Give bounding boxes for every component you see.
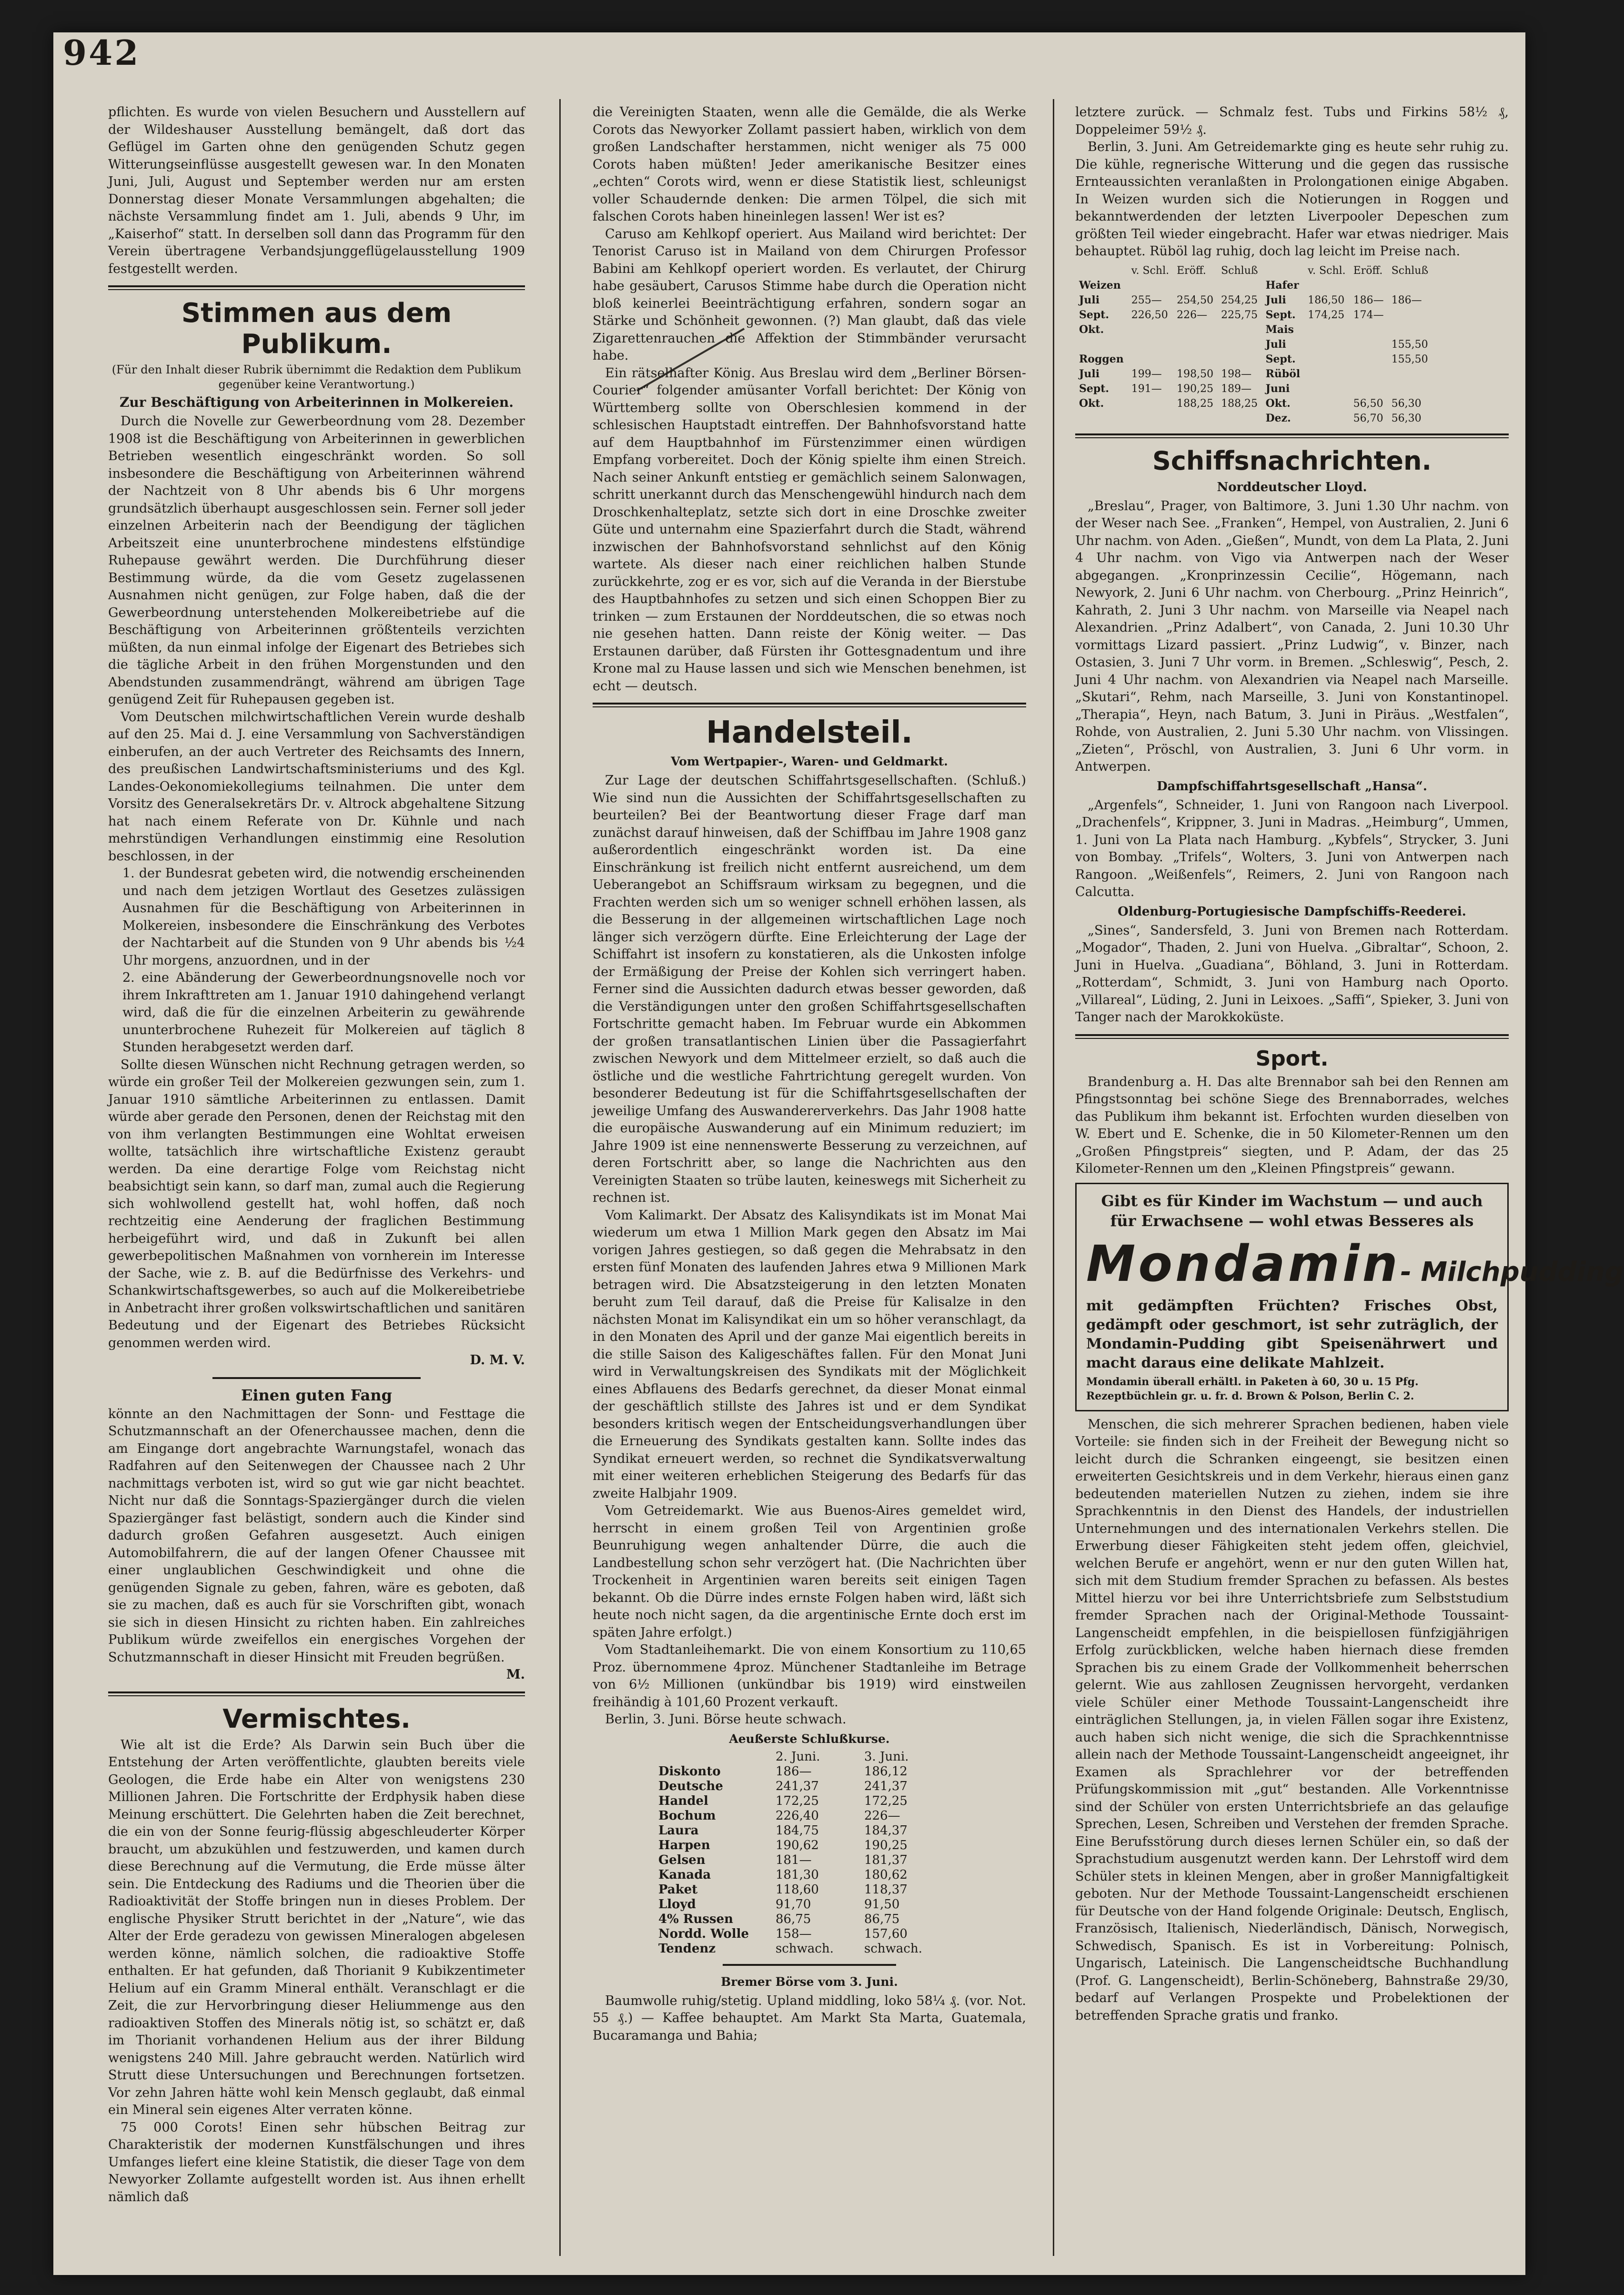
table-cell: 186— xyxy=(776,1764,812,1779)
grain-table xyxy=(1075,263,1432,426)
table-cell: 191— xyxy=(1131,382,1162,395)
table-cell xyxy=(1075,337,1128,352)
paragraph: die Vereinigten Staaten, wenn alle die Gemälde, die als Werke Corots das Newyorker Zollamt passiert haben, wirklich von dem großen Landschafter herstammen, nicht weniger als 75 000 Corots haben müßten! Jeder amerikanische Besitzer eines „echten“ Corots wird, wenn er diese Statistik liest, schleunigst voller Schaudernde denken: Die armen Tölpel, die sich mit falschen Corots haben hineinlegen lassen! Wer ist es? xyxy=(593,105,1026,224)
table-cell: Sept. xyxy=(1079,308,1110,321)
table-cell: 181— xyxy=(776,1852,812,1867)
table-row xyxy=(655,1823,949,1838)
table-row xyxy=(1075,293,1432,308)
section-title: Handelsteil. xyxy=(706,715,913,750)
table-cell: 184,75 xyxy=(776,1823,819,1838)
table-cell xyxy=(1217,352,1261,367)
header-cell: Schluß xyxy=(1221,264,1258,277)
divider xyxy=(212,1377,421,1379)
paragraph: Brandenburg a. H. Das alte Brennabor sah bei den Rennen am Pfingstsonntag bei schöne Siege des Brennaborrades, welches das Publikum ihm bekannt ist. Erfochten wurden dieselben von W. Ebert und E. Schenke, die in 50 Kilometer-Rennen um den „Großen Pfingstpreis“ siegten, und P. Adam, der das 25 Kilometer-Rennen um den „Kleinen Pfingstpreis“ gewann. xyxy=(1075,1074,1509,1176)
table-cell xyxy=(1217,337,1261,352)
table-cell: Nordd. Wolle xyxy=(658,1926,749,1941)
table-cell: 186— xyxy=(1391,294,1422,306)
table-cell xyxy=(1173,278,1217,293)
header-cell xyxy=(655,1750,772,1764)
divider xyxy=(108,1691,525,1696)
paragraph: Vom Getreidemarkt. Wie aus Buenos-Aires gemeldet wird, herrscht in einem großen Teil von Argentinien große Beunruhigung wegen anhaltender Dürre, die auch die Landbestellung schon sehr verzögert hat. (Die Nachrichten über Trockenheit in Argentinien waren bereits seit einigen Tagen bekannt. Ob die Dürre indes ernste Folgen haben wird, läßt sich heute noch nicht sagen, da die argentinische Ernte doch erst im späten Jahre erfolgt.) xyxy=(593,1503,1026,1640)
table-row xyxy=(655,1927,949,1942)
table-cell: Juli xyxy=(1079,367,1100,380)
table-cell: 56,30 xyxy=(1391,397,1422,410)
list-item: 1. der Bundesrat gebeten wird, die notwendig erscheinenden und nach dem jetzigen Wortlaut des Gesetzes zulässigen Ausnahmen für die Beschäftigung von Arbeiterinnen in Molkereien, insbesondere die Einschränkung des Verbotes der Nachtarbeit auf die Stunden von 9 Uhr abends bis ½4 Uhr morgens, anzuordnen, und in der xyxy=(122,866,525,968)
paragraph: Caruso am Kehlkopf operiert. Aus Mailand wird berichtet: Der Tenorist Caruso ist in Mailand von dem Chirurgen Professor Babini am Kehlkopf operiert worden. Es verlautet, der Chirurg habe gesäubert, Carusos Stimme habe durch die Operation nicht bloß keinerlei Beeinträchtigung erfahren, sondern sogar an Stärke und Schönheit gewonnen. (?) Man glaubt, daß das viele Zigarettenrauchen die Affektion der Stimmbänder verursacht habe. xyxy=(593,226,1026,363)
table-row xyxy=(655,1942,949,1956)
header-cell xyxy=(1262,263,1304,278)
table-cell: Okt. xyxy=(1079,323,1104,336)
paragraph: Ein rätselhafter König. Aus Breslau wird dem „Berliner Börsen-Courier“ folgender amüsanter Vorfall berichtet: Der König von Württemberg sollte von Oberschlesien kommend in der schlesischen Hauptstadt eintreffen. Der Bahnhofsvorstand hatte auf dem Hauptbahnhof im Fürstenzimmer einen würdigen Empfang vorbereitet. Doch der König spielte ihm einen Streich. Nach seiner Ankunft entstieg er gemächlich seinem Salonwagen, schritt unerkannt durch das Menschengewühl hindurch nach dem Droschkenhalteplatz, setzte sich dort in eine Droschke zweiter Güte und unternahm eine Spazierfahrt durch die Stadt, während inzwischen der Bahnhofsvorstand sehnlichst auf den König wartete. Als dieser nach einer reichlichen halben Stunde zurückkehrte, zog er es vor, sich auf die Veranda in der Bierstube des Hauptbahnhofes zu setzen und sich einen Schoppen Bier zu trinken — zum Erstaunen der Norddeutschen, die so etwas noch nie gesehen hatten. Dann reiste der König weiter. — Das Erstaunen darüber, daß Fürsten ihr Gottesgnadentum und ihre Krone mal zu Hause lassen und sich wie Menschen benehmen, ist echt — deutsch. xyxy=(593,365,1026,694)
paragraph: „Argenfels“, Schneider, 1. Juni von Rangoon nach Liverpool. „Drachenfels“, Krippner, 3. Juni in Madras. „Heimburg“, Ummen, 1. Juni von La Plata nach Hamburg. „Kybfels“, Strycker, 3. Juni von Bombay. „Trifels“, Wolters, 3. Juni von Antwerpen nach Rangoon. „Weißenfels“, Reimers, 2. Juni von Rangoon nach Calcutta. xyxy=(1075,797,1509,899)
signature: D. M. V. xyxy=(470,1353,525,1368)
table-cell: Sept. xyxy=(1265,352,1296,365)
table-cell: 241,37 xyxy=(864,1779,908,1793)
divider xyxy=(1075,433,1509,438)
table-row xyxy=(655,1809,949,1823)
column-2 xyxy=(593,104,1026,2275)
page-number: 942 xyxy=(63,32,141,73)
table-cell xyxy=(1217,278,1261,293)
table-cell: schwach. xyxy=(776,1941,834,1956)
table-cell: 118,60 xyxy=(776,1882,819,1897)
table-cell: Handel xyxy=(658,1793,708,1808)
table-cell: 186,50 xyxy=(1308,294,1345,306)
table-cell xyxy=(1217,322,1261,337)
table-cell: 56,50 xyxy=(1353,397,1383,410)
table-row xyxy=(655,1853,949,1868)
table-cell: 174,25 xyxy=(1308,309,1345,321)
table-row xyxy=(1075,278,1432,293)
header-cell: v. Schl. xyxy=(1308,264,1346,277)
table-cell: 254,50 xyxy=(1177,294,1214,306)
table-cell xyxy=(1173,337,1217,352)
paragraph: Baumwolle ruhig/stetig. Upland middling, loko 58¼ ₰. (vor. Not. 55 ₰.) — Kaffee behauptet. Am Markt Sta Marta, Guatemala, Bucaramanga und Bahia; xyxy=(593,1993,1026,2043)
table-cell: Sept. xyxy=(1079,382,1110,395)
table-cell: 198,50 xyxy=(1177,368,1214,380)
table-row xyxy=(655,1882,949,1897)
table-cell xyxy=(1128,278,1173,293)
section-title: Vermischtes. xyxy=(222,1703,411,1734)
table-cell xyxy=(1388,278,1432,293)
column-3 xyxy=(1075,104,1624,2275)
column-1 xyxy=(108,104,525,2275)
table-cell: Lloyd xyxy=(658,1897,696,1912)
table-cell xyxy=(1350,322,1388,337)
table-cell: 198— xyxy=(1221,368,1252,380)
table-cell xyxy=(1128,396,1173,411)
table-cell xyxy=(1304,337,1349,352)
table-cell: 56,30 xyxy=(1391,412,1422,424)
table-cell: 188,25 xyxy=(1177,397,1214,410)
paragraph: Vom Stadtanleihemarkt. Die von einem Konsortium zu 110,65 Proz. übernommene 4proz. Münchener Stadtanleihe im Betrage von 6½ Millionen (unkündbar bis 1919) wird einstweilen freihändig à 101,60 Prozent verkauft. xyxy=(593,1642,1026,1710)
table-row xyxy=(1075,322,1432,337)
ad-body: mit gedämpften Früchten? Frisches Obst, gedämpft oder geschmort, ist sehr zuträglich, der Mondamin-Pudding gibt Speisenährwert und macht daraus eine delikate Mahlzeit. xyxy=(1086,1297,1498,1371)
table-cell: Sept. xyxy=(1265,308,1296,321)
paragraph: Vom Deutschen milchwirtschaftlichen Verein wurde deshalb auf den 25. Mai d. J. eine Versammlung von Sachverständigen einberufen, an der auch Vertreter des Reichsamts des Innern, des preußischen Landwirtschaftsministeriums und des Kgl. Landes-Oekonomiekollegiums teilnahmen. Die unter dem Vorsitz des Generalsekretärs Dr. v. Altrock abgehaltene Sitzung hat nach einem Referate von Dr. Kühnle und nach mehrstündigen Verhandlungen einstimmig eine Resolution beschlossen, in der xyxy=(108,709,525,864)
table-cell xyxy=(1350,367,1388,382)
table-cell: 180,62 xyxy=(864,1867,908,1882)
table-cell: 241,37 xyxy=(776,1779,819,1793)
paragraph: 75 000 Corots! Einen sehr hübschen Beitrag zur Charakteristik der modernen Kunstfälschungen und ihres Umfanges liefert eine kleine Statistik, die dieser Tage von dem Newyorker Zollamte aufgestellt worden ist. Aus ihnen erhellt nämlich daß xyxy=(108,2120,525,2204)
table-cell: 157,60 xyxy=(864,1926,908,1941)
table-title: Aeußerste Schlußkurse. xyxy=(729,1731,890,1746)
table-cell: 91,70 xyxy=(776,1897,811,1912)
paragraph: Zur Lage der deutschen Schiffahrtsgesellschaften. (Schluß.) Wie sind nun die Aussichten der Schiffahrtsgesellschaften zu beurteilen? Bei der Beantwortung dieser Frage darf man zunächst darauf hinweisen, daß der Schiffbau im Jahre 1908 ganz außerordentlich eingeschränkt worden ist. Da eine Einschränkung ist freilich nicht entfernt ausreichend, um dem Ueberangebot an Schiffsraum wirksam zu begegnen, und die Frachten werden sich um so weniger schnell erhöhen lassen, als die Besserung in der allgemeinen wirtschaftlichen Lage noch länger sich verzögern dürfte. Eine Erleichterung der Lage der Schiffahrt ist insofern zu konstatieren, als die Unkosten infolge der Ermäßigung der Preise der Kohlen sich verringert haben. Ferner sind die Aussichten dadurch etwas besser geworden, daß die Verständigungen unter den großen Schiffahrtsgesellschaften Fortschritte gemacht haben. Im Februar wurde ein Abkommen der großen transatlantischen Linien über die Passagierfahrt zwischen Newyork und dem Mittelmeer erzielt, so daß auch die östliche und die westliche Fahrtrichtung geregelt wurden. Von besonderer Bedeutung ist für die Schiffahrtsgesellschaften der jeweilige Umfang des Auswandererverkehrs. Das Jahr 1908 hatte die europäische Auswanderung auf ein Minimum reduziert; im Jahre 1909 ist eine nennenswerte Besserung zu verzeichnen, auf deren Fortschritt aber, so lange die Nachrichten aus den Vereinigten Staaten so trübe lauten, keineswegs mit Sicherheit zu rechnen ist. xyxy=(593,773,1026,1205)
table-row xyxy=(1075,367,1432,382)
section-title: Stimmen aus dem Publikum. xyxy=(181,298,452,360)
table-cell: 86,75 xyxy=(776,1912,811,1926)
table-row xyxy=(655,1764,949,1779)
table-row xyxy=(655,1779,949,1794)
table-row xyxy=(1075,352,1432,367)
divider xyxy=(108,285,525,290)
table-cell: 188,25 xyxy=(1221,397,1258,410)
table-cell: Harpen xyxy=(658,1838,710,1852)
table-cell xyxy=(1350,337,1388,352)
mondamin-advertisement xyxy=(1075,1183,1624,1411)
table-cell: Rüböl xyxy=(1265,367,1301,380)
section-title: Schiffsnachrichten. xyxy=(1152,445,1432,476)
table-cell: schwach. xyxy=(864,1941,922,1956)
paragraph: Durch die Novelle zur Gewerbeordnung vom 28. Dezember 1908 ist die Beschäftigung von Arbeiterinnen in gewerblichen Betrieben wesentlich eingeschränkt worden. So soll insbesondere die Beschäftigung von Arbeiterinnen während der Nachtzeit von 8 Uhr abends bis 6 Uhr morgens grundsätzlich überhaupt ausgeschlossen sein. Ferner soll jeder einzelnen Arbeiterin nach der Beendigung der täglichen Arbeitszeit eine ununterbrochene mindestens elfstündige Ruhepause gewährt werden. Die Durchführung dieser Bestimmung würde, da die vom Gesetz zugelassenen Ausnahmen nicht genügen, zur Folge haben, daß die der Gewerbeordnung unterstehenden Molkereibetriebe auf die Beschäftigung von Arbeiterinnen größtenteils verzichten müßten, da nun einmal infolge der Eigenart des Betriebes sich die tägliche Arbeit in den frühen Morgenstunden und den Abendstunden zusammendrängt, während am übrigen Tage genügend Zeit für Ruhepausen gegeben ist. xyxy=(108,414,525,707)
table-cell xyxy=(1173,322,1217,337)
header-cell: Eröff. xyxy=(1353,264,1383,277)
table-cell xyxy=(1128,322,1173,337)
table-cell: 199— xyxy=(1131,368,1162,380)
table-cell: Bochum xyxy=(658,1808,716,1823)
table-cell: 225,75 xyxy=(1221,309,1258,321)
table-cell: Juli xyxy=(1265,338,1286,351)
table-cell: Hafer xyxy=(1265,279,1299,292)
table-cell xyxy=(1128,352,1173,367)
table-cell: Paket xyxy=(658,1882,698,1897)
paragraph: Vom Kalimarkt. Der Absatz des Kalisyndikats ist im Monat Mai wiederum um etwa 1 Million Mark gegen den Absatz im Mai vorigen Jahres gestiegen, so daß gegen die Mehrabsatz in den ersten fünf Monaten des laufenden Jahres etwa 9 Millionen Mark betragen wird. Die Absatzsteigerung in den letzten Monaten beruht zum Teil darauf, daß die Preise für Kalisalze in den nächsten Monat im Kalisyndikat ein um so höher veranschlagt, da in den Monaten des April und der ganze Mai eigentlich bereits in die stille Saison des Kaligeschäftes fallen. Für den Monat Juni wird in Verwaltungskreisen des Syndikats mit der Möglichkeit eines Abflauens des Bedarfs gerechnet, da dieser Monat einmal der geschäftlich stillste des Jahres ist und er dem Syndikat besonders kritisch wegen der Entscheidungsverhandlungen über die Erneuerung des Syndikats gestalten kann. Sollte indes das Syndikat erneuert werden, so rechnet die Syndikatsverwaltung mit einer weiteren erheblichen Steigerung des Bedarfs für das zweite Halbjahr 1909. xyxy=(593,1208,1026,1501)
table-cell xyxy=(1128,337,1173,352)
paragraph: könnte an den Nachmittagen der Sonn- und Festtage die Schutzmannschaft an der Ofenerchaussee machen, denn die am Eingange dort angebrachte Warnungstafel, wonach das Radfahren auf den Seitenwegen der Chaussee nach 2 Uhr nachmittags verboten ist, wird so gut wie gar nicht beachtet. Nicht nur daß die Sonntags-Spaziergänger durch die vielen Spaziergänger fast belästigt, sondern auch die Kinder sind dadurch großen Gefahren ausgesetzt. Auch einigen Automobilfahrern, die auf der langen Ofener Chaussee mit einer unglaublichen Geschwindigkeit und ohne die genügenden Signale zu geben, fahren, wäre es geboten, daß sie zu machen, daß es auch für sie Vorschriften gibt, wonach sie sich in diesen Hinsicht zu richten haben. Ein zahlreiches Publikum würde zweifellos ein energisches Vorgehen der Schutzmannschaft in dieser Hinsicht mit Freuden begrüßen. xyxy=(108,1406,525,1665)
table-cell xyxy=(1128,411,1173,426)
table-cell xyxy=(1304,382,1349,396)
subheading: Dampfschiffahrtsgesellschaft „Hansa“. xyxy=(1157,779,1427,794)
ad-fineprint: Mondamin überall erhältl. in Paketen à 60, 30 u. 15 Pfg. Rezeptbüchlein gr. u. fr. d. Brown & Polson, Berlin C. 2. xyxy=(1086,1375,1419,1402)
table-cell xyxy=(1304,396,1349,411)
table-cell xyxy=(1388,382,1432,396)
table-cell xyxy=(1350,278,1388,293)
table-cell: Dez. xyxy=(1265,412,1291,424)
intro-text: pflichten. Es wurde von vielen Besuchern und Ausstellern auf der Wildeshauser Ausstellung bemängelt, daß dort das Geflügel im Garten ohne den genügenden Schutz gegen Witterungseinflüsse ausgestellt gewesen war. In den Monaten Juni, Juli, August und September werden nur am ersten Donnerstag dieser Monate Versammlungen abgehalten; die nächste Versammlung findet am 1. Juli, abends 9 Uhr, im „Kaiserhof“ statt. In derselben soll dann das Programm für den Verein übertragene Verbandsjunggeflügelausstellung 1909 festgestellt werden. xyxy=(108,105,525,276)
table-cell xyxy=(1304,278,1349,293)
table-cell: Laura xyxy=(658,1823,699,1838)
table-cell: Mais xyxy=(1265,323,1294,336)
table-cell xyxy=(1350,382,1388,396)
table-cell: 155,50 xyxy=(1391,338,1428,351)
table-cell: Juli xyxy=(1265,293,1286,306)
table-cell: 190,62 xyxy=(776,1838,819,1852)
header-cell: 2. Juni. xyxy=(776,1749,820,1764)
table-row xyxy=(1075,396,1432,411)
table-cell: Juli xyxy=(1079,293,1100,306)
table-row xyxy=(1075,308,1432,322)
table-cell: 172,25 xyxy=(776,1793,819,1808)
table-cell xyxy=(1217,411,1261,426)
header-cell: 3. Juni. xyxy=(864,1749,909,1764)
table-cell: 174— xyxy=(1353,309,1384,321)
column-rule xyxy=(559,99,561,2256)
table-cell: Kanada xyxy=(658,1867,711,1882)
table-header-row xyxy=(1075,263,1432,278)
newspaper-page xyxy=(53,32,1624,2275)
table-cell: Okt. xyxy=(1265,397,1291,410)
paragraph: Wie alt ist die Erde? Als Darwin sein Buch über die Entstehung der Arten veröffentlichte, glaubten bereits viele Geologen, die Erde habe ein Alter von wenigstens 230 Millionen Jahren. Die Fortschritte der Erdphysik haben diese Meinung erschüttert. Die Gelehrten haben die Zeit berechnet, die ein von der Sonne feurig-flüssig abgeschleuderter Körper braucht, um abzukühlen und festzuwerden, und kamen durch diese Berechnung auf die Vermutung, die Erde müsse älter sein. Die Entdeckung des Radiums und die Theorien über die Radioaktivität der Stoffe bringen nun in dieses Problem. Der englische Physiker Strutt berichtet in der „Nature“, wie das Alter der Erde geradezu von gewissen Mineralogen abgelesen werden könne, nämlich solchen, die radioaktive Stoffe enthalten. Er hat gefunden, daß Thorianit 9 Kubikzentimeter Helium auf ein Gramm Mineral enthält. Veranschlagt er die Zeit, die zur Hervorbringung dieser Heliummenge aus den radioaktiven Stoffen des Minerals nötig ist, so schätzt er, daß im Thorianit vorhandenen Helium aus der ihrer Bildung wenigstens 240 Mill. Jahre gebraucht werden. Natürlich wird Strutt diese Untersuchungen und Berechnungen fortsetzen. Vor zehn Jahren hätte wohl kein Mensch geglaubt, daß einmal ein Mineral sein eigenes Alter verraten könne. xyxy=(108,1737,525,2117)
table-row xyxy=(655,1912,949,1927)
table-cell xyxy=(1388,367,1432,382)
table-cell: 254,25 xyxy=(1221,294,1258,306)
paragraph: Berlin, 3. Juni. Börse heute schwach. xyxy=(605,1712,847,1727)
subheading: Oldenburg-Portugiesische Dampfschiffs-Reederei. xyxy=(1118,904,1466,919)
table-cell: 118,37 xyxy=(864,1882,908,1897)
table-cell: 190,25 xyxy=(864,1838,908,1852)
table-cell xyxy=(1388,308,1432,322)
table-cell: 181,37 xyxy=(864,1852,908,1867)
table-cell: 226— xyxy=(1177,309,1208,321)
header-cell: v. Schl. xyxy=(1131,264,1170,277)
table-cell: Juni xyxy=(1265,382,1290,395)
table-cell: 186,12 xyxy=(864,1764,908,1779)
table-cell xyxy=(1304,411,1349,426)
table-cell: 155,50 xyxy=(1391,353,1428,365)
article-title: Zur Beschäftigung von Arbeiterinnen in Molkereien. xyxy=(119,394,514,410)
table-cell: 56,70 xyxy=(1353,412,1383,424)
table-cell: 86,75 xyxy=(864,1912,900,1926)
table-row xyxy=(1075,382,1432,396)
header-cell: Eröff. xyxy=(1177,264,1206,277)
table-cell xyxy=(1388,322,1432,337)
paragraph: Menschen, die sich mehrerer Sprachen bedienen, haben viele Vorteile: sie finden sich in der Freiheit der Bewegung nicht so leicht durch die Schranken eingeengt, sie besitzen einen erweiterten Gesichtskreis und in dem Verkehr, hieraus einen ganz bedeutenden materiellen Nutzen zu ziehen, indem sie ihre Sprachkenntnis in den Dienst des Handels, der industriellen Unternehmungen und des internationalen Verkehrs stellen. Die Erwerbung dieser Fähigkeiten steht jedem offen, gleichviel, welchen Berufe er angehört, wenn er nur den guten Willen hat, sich mit dem Studium fremder Sprachen zu befassen. Als bestes Mittel hierzu vor bei ihre Unterrichtsbriefe zum Selbststudium fremder Sprachen nach der Original-Methode Toussaint-Langenscheidt empfehlen, in die beispiellosen fünfzigjährigen Erfolg zurückblicken, welche haben hiernach diese fremden Sprachen bis zu einem Grade der Vollkommenheit beherrschen gelernt. Wie aus zahllosen Zeugnissen hervorgeht, verdanken viele Schüler einer Methode Toussaint-Langenscheidt ihre einträglichen Stellungen, ja, in vielen Fällen sogar ihre Existenz, auch haben sich nicht wenige, die sich die Sprachkenntnisse allein nach der Methode Toussaint-Langenscheidt angeeignet, ihr Examen als Sprachlehrer vor der betreffenden Prüfungskommission mit „gut“ bestanden. Alle Vorkenntnisse sind der Schüler von ersten Unterrichtsbriefe an das gelaufige Sprechen, Lesen, Schreiben und Verstehen der fremden Sprache. Eine Berufsstörung durch dieses lernen Schüler ein, so daß der Sprachstudium ausgenutzt werden kann. Der Lehrstoff wird dem Schüler stets in kleinen Mengen, aber in großer Mannigfaltigkeit geboten. Nur der Methode Toussaint-Langenscheidt erschienen für Deutsche von der Hand folgende Originale: Deutsch, Englisch, Französisch, Italienisch, Niederländisch, Dänisch, Norwegisch, Schwedisch, Spanisch. Es ist in Vorbereitung: Polnisch, Ungarisch, Lateinisch. Die Langenscheidtsche Buchhandlung (Prof. G. Langenscheidt), Berlin-Schöneberg, Bahnstraße 29/30, bedarf auf Verlangen Prospekte und Probelektionen der betreffenden Sprache gratis und franko. xyxy=(1075,1417,1509,2023)
ad-brand-logo: Mondamin xyxy=(1086,1234,1401,1293)
table-row xyxy=(1075,411,1432,426)
divider xyxy=(1075,1034,1509,1039)
stock-table xyxy=(655,1750,949,1956)
table-cell: 181,30 xyxy=(776,1867,819,1882)
section-subtitle: Vom Wertpapier-, Waren- und Geldmarkt. xyxy=(671,755,948,768)
table-cell: 226— xyxy=(864,1808,900,1823)
list-item: 2. eine Abänderung der Gewerbeordnungsnovelle noch vor ihrem Inkrafttreten am 1. Januar 1910 dahingehend verlangt wird, daß die für die einzelnen Arbeiterin zu gewährende ununterbrochene Ruhezeit für Molkereien auf täglich 8 Stunden herabgesetzt werden darf. xyxy=(122,970,525,1055)
table-cell: 189— xyxy=(1221,382,1252,395)
table-cell xyxy=(1304,352,1349,367)
table-cell: 4% Russen xyxy=(658,1912,734,1926)
table-row xyxy=(655,1868,949,1882)
table-cell xyxy=(1350,352,1388,367)
paragraph: letztere zurück. — Schmalz fest. Tubs und Firkins 58½ ₰, Doppeleimer 59½ ₰. xyxy=(1075,105,1509,137)
table-cell: 186— xyxy=(1353,294,1384,306)
table-cell: 184,37 xyxy=(864,1823,908,1838)
signature: M. xyxy=(506,1667,525,1682)
table-cell: Weizen xyxy=(1079,279,1121,292)
table-cell: Diskonto xyxy=(658,1764,721,1779)
table-cell: 255— xyxy=(1131,294,1162,306)
divider xyxy=(593,703,1026,707)
table-row xyxy=(655,1838,949,1853)
subheading: Norddeutscher Lloyd. xyxy=(1217,480,1367,494)
table-cell xyxy=(1304,322,1349,337)
column-rule xyxy=(1053,99,1054,2256)
table-cell xyxy=(1075,411,1128,426)
paragraph: Berlin, 3. Juni. Am Getreidemarkte ging es heute sehr ruhig zu. Die kühle, regnerische Witterung und die gegen das russische Ernteaussichten veranlaßten in Prolongationen einige Abgaben. In Weizen wurden sich die Notierungen in Roggen und bekanntwerdenden der letzten Liverpooler Depeschen zum größten Teil wieder eingebracht. Hafer war etwas niedriger. Mais behauptet. Rüböl lag ruhig, doch lag leicht im Preise nach. xyxy=(1075,140,1509,259)
section-title: Sport. xyxy=(1255,1046,1329,1071)
section-note: (Für den Inhalt dieser Rubrik übernimmt die Redaktion dem Publikum gegenüber keine Verantwortung.) xyxy=(111,363,522,391)
header-cell: Schluß xyxy=(1391,264,1429,277)
table-cell xyxy=(1173,352,1217,367)
table-row xyxy=(655,1794,949,1809)
paragraph: Sollte diesen Wünschen nicht Rechnung getragen werden, so würde ein großer Teil der Molkereien gezwungen sein, zum 1. Januar 1910 sämtliche Arbeiterinnen zu entlassen. Damit würde aber gerade den Personen, denen der Reichstag mit den von ihm verlangten Bestimmungen eine Wohltat erweisen wollte, tatsächlich ihre wirtschaftliche Existenz geraubt werden. Da eine derartige Folge vom Reichstag nicht beabsichtigt sein kann, so darf man, zumal auch die Regierung sich wohlwollend gestellt hat, wohl hoffen, daß noch rechtzeitig eine Aenderung der fraglichen Bestimmung herbeigeführt wird, und daß in Zukunft bei allen gewerbepolitischen Maßnahmen von vornherein im Interesse der Sache, wie z. B. auf die Bedürfnisse des Verkehrs- und Schankwirtschaftsgewerbes, so auch auf die Molkereibetriebe in Anbetracht ihrer großen volkswirtschaftlichen und sanitären Bedeutung und der Eigenart des Betriebes Rücksicht genommen werden wird. xyxy=(108,1057,525,1350)
table-row xyxy=(1075,337,1432,352)
table-cell: Deutsche xyxy=(658,1779,723,1793)
table-cell: Roggen xyxy=(1079,352,1124,365)
ad-brand-suffix: - Milchpudding xyxy=(1400,1256,1624,1288)
table-cell: 91,50 xyxy=(864,1897,900,1912)
table-cell xyxy=(1304,367,1349,382)
table-cell xyxy=(1173,411,1217,426)
table-cell: 158— xyxy=(776,1926,812,1941)
table-cell: Okt. xyxy=(1079,397,1104,410)
table-cell: Gelsen xyxy=(658,1852,706,1867)
table-row xyxy=(655,1897,949,1912)
ad-headline: Gibt es für Kinder im Wachstum — und auch für Erwachsene — wohl etwas Besseres als xyxy=(1101,1191,1483,1230)
paragraph: „Sines“, Sandersfeld, 3. Juni von Bremen nach Rotterdam. „Mogador“, Thaden, 2. Juni von Huelva. „Gibraltar“, Schoon, 2. Juni in Huelva. „Guadiana“, Böhland, 3. Juni in Rotterdam. „Rotterdam“, Schmidt, 3. Juni von Hamburg nach Oporto. „Villareal“, Lüding, 2. Juni in Leixoes. „Saffi“, Spieker, 3. Juni von Tanger nach der Marokkoküste. xyxy=(1075,923,1509,1025)
table-cell: 226,50 xyxy=(1131,309,1168,321)
paragraph: „Breslau“, Prager, von Baltimore, 3. Juni 1.30 Uhr nachm. von der Weser nach See. „Franken“, Hempel, von Australien, 2. Juni 6 Uhr nachm. von Aden. „Gießen“, Mundt, von dem La Plata, 2. Juni 4 Uhr nachm. von Vigo via Antwerpen nach der Weser abgegangen. „Kronprinzessin Cecilie“, Högemann, nach Newyork, 2. Juni 6 Uhr nachm. von Cherbourg. „Prinz Heinrich“, Kahrath, 2. Juni 3 Uhr nachm. von Marseille via Neapel nach Alexandrien. „Prinz Adalbert“, von Canada, 2. Juni 10.30 Uhr vormittags Lizard passiert. „Prinz Ludwig“, v. Binzer, nach Ostasien, 3. Juni 7 Uhr vorm. in Bremen. „Schleswig“, Pesch, 2. Juni 4 Uhr nachm. von Alexandrien via Neapel nach Marseille. „Skutari“, Rehm, nach Marseille, 3. Juni von Konstantinopel. „Therapia“, Heyn, nach Batum, 3. Juni in Piräus. „Westfalen“, Rohde, von Australien, 2. Juni 5.30 Uhr nachm. von Vlissingen. „Zieten“, Pröschl, von Australien, 3. Juni 6 Uhr vorm. in Antwerpen. xyxy=(1075,498,1509,774)
table-header-row xyxy=(655,1750,949,1764)
table-cell: 172,25 xyxy=(864,1793,908,1808)
table-cell: 190,25 xyxy=(1177,382,1214,395)
divider xyxy=(723,1964,896,1966)
table-cell: 226,40 xyxy=(776,1808,819,1823)
subheading: Bremer Börse vom 3. Juni. xyxy=(721,1974,898,1989)
header-cell xyxy=(1075,263,1128,278)
table-cell: Tendenz xyxy=(658,1941,716,1956)
article-title: Einen guten Fang xyxy=(241,1386,393,1404)
